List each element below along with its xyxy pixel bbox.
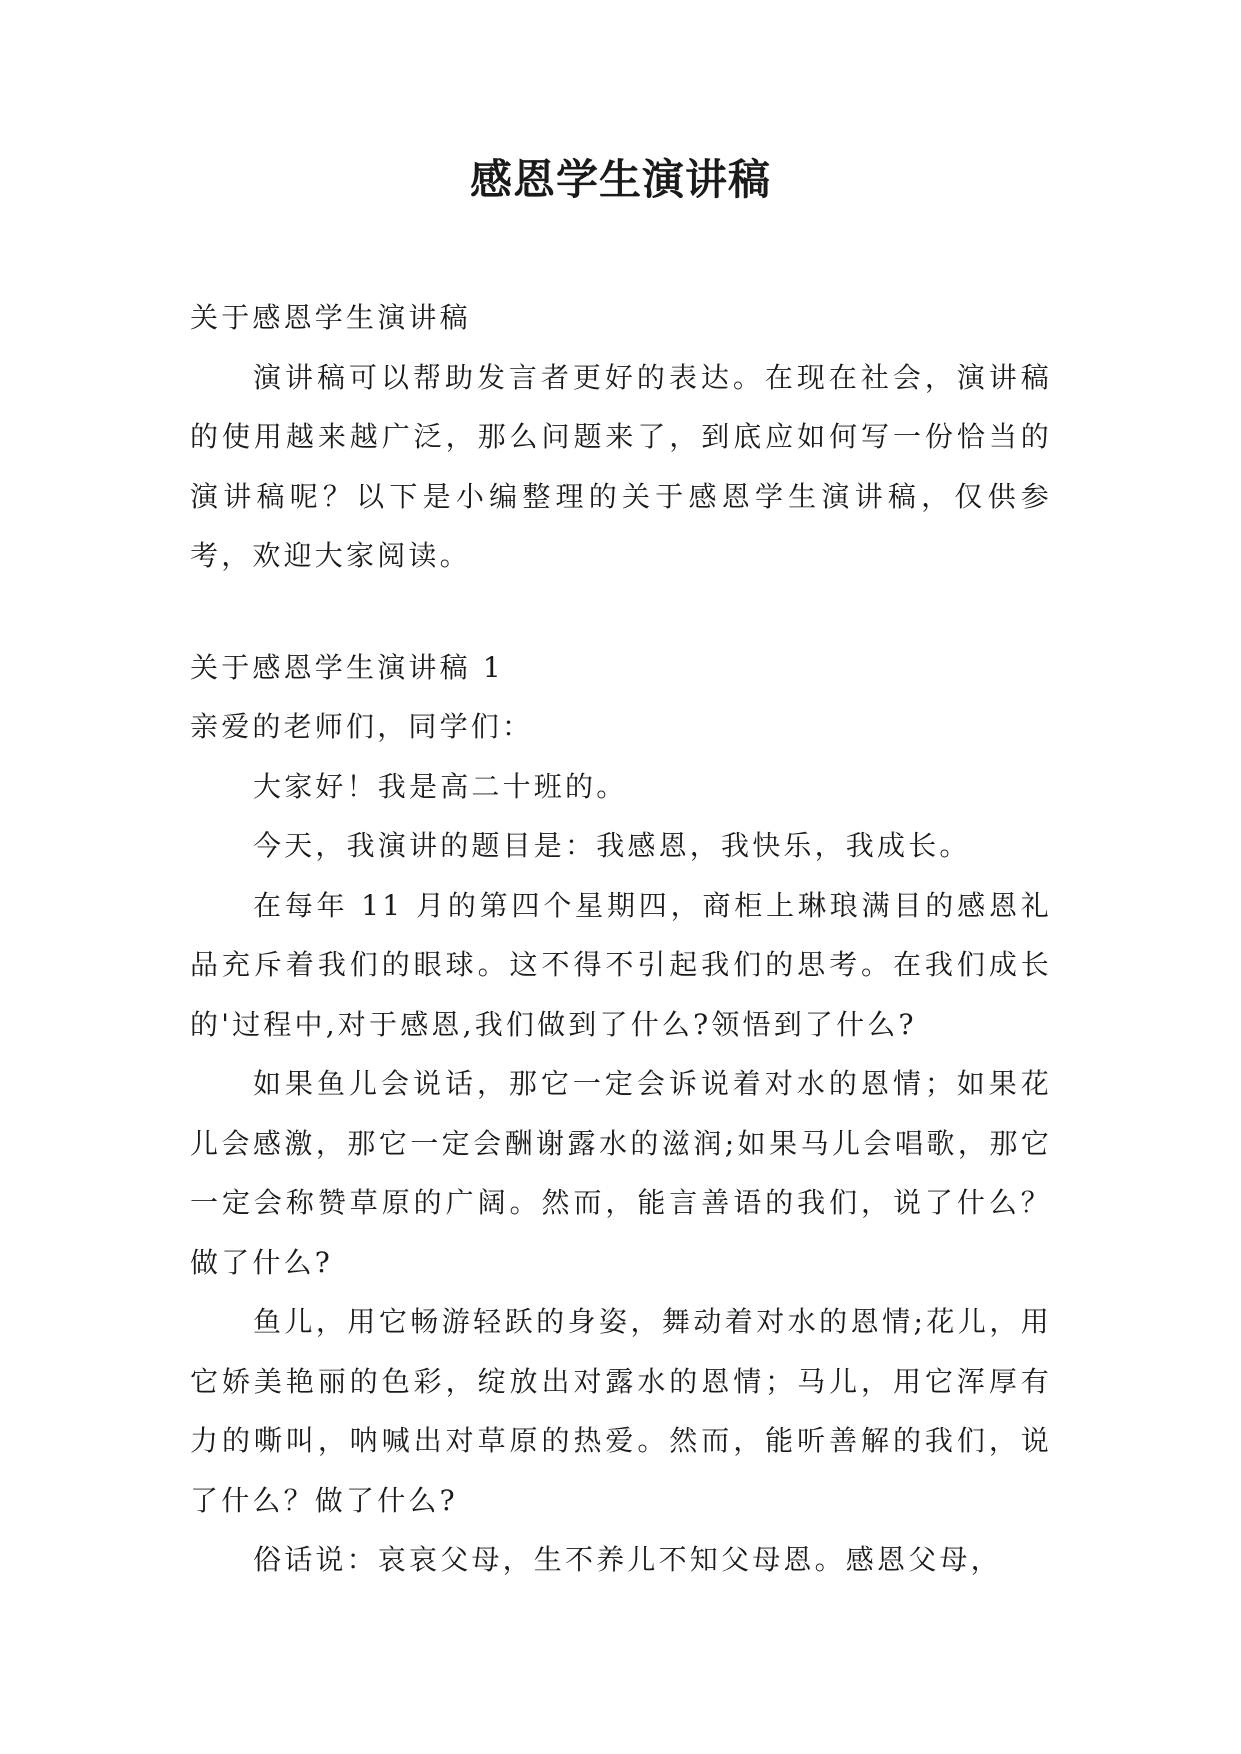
document-body	[190, 288, 1052, 1590]
topic-paragraph: 今天，我演讲的题目是：我感恩，我快乐，我成长。	[253, 829, 971, 862]
document-title: 感恩学生演讲稿	[469, 155, 771, 204]
intro-paragraph: 演讲稿可以帮助发言者更好的表达。在现在社会，演讲稿的使用越来越广泛，那么问题来了，到底应如何写一份恰当的演讲稿呢？以下是小编整理的关于感恩学生演讲稿，仅供参考，欢迎大家阅读。	[190, 360, 1052, 572]
greeting-paragraph: 大家好！我是高二十班的。	[253, 769, 628, 803]
paragraph-spacer	[190, 586, 1052, 638]
body-paragraph: 如果鱼儿会说话，那它一定会诉说着对水的恩情；如果花儿会感激，那它一定会酬谢露水的滋润;如果马儿会唱歌，那它一定会称赞草原的广阔。然而，能言善语的我们，说了什么？做了什么?	[190, 1067, 1052, 1279]
section-heading: 关于感恩学生演讲稿	[190, 301, 471, 334]
salutation: 亲爱的老师们，同学们：	[190, 710, 534, 743]
speech-heading: 关于感恩学生演讲稿 1	[190, 650, 504, 684]
body-paragraph: 鱼儿，用它畅游轻跃的身姿，舞动着对水的恩情;花儿，用它娇美艳丽的色彩，绽放出对露水的恩情；马儿，用它浑厚有力的嘶叫，呐喊出对草原的热爱。然而，能听善解的我们，说了什么？做了什么?	[190, 1305, 1052, 1517]
body-paragraph: 俗话说：哀哀父母，生不养儿不知父母恩。感恩父母，	[253, 1543, 1002, 1576]
body-paragraph: 在每年 11 月的第四个星期四，商柜上琳琅满目的感恩礼品充斥着我们的眼球。这不得不引起我们的思考。在我们成长的'过程中,对于感恩,我们做到了什么?领悟到了什么?	[190, 888, 1052, 1041]
